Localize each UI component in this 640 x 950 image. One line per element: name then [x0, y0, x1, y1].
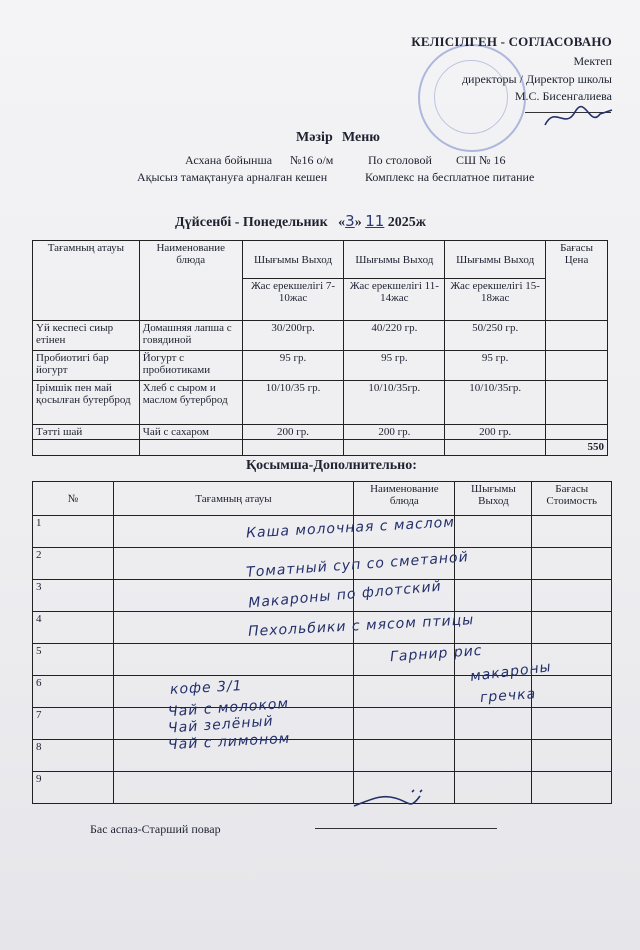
- dish-kz: Үй кеспесі сиыр етінен: [33, 321, 140, 351]
- row-number: 6: [33, 676, 114, 708]
- age-group-15-18: Жас ерекшелігі 15-18жас: [445, 279, 546, 321]
- dish-kz: Пробиотигі бар йогурт: [33, 351, 140, 381]
- header-output: Шығымы Выход: [242, 241, 344, 279]
- table-row: [33, 381, 608, 425]
- handwritten-item-8: кофе 3/1: [169, 678, 243, 698]
- dish-kz: Тәтті шай: [33, 425, 140, 440]
- output-7-10: 10/10/35 гр.: [242, 381, 344, 425]
- output-7-10: 30/200гр.: [242, 321, 344, 351]
- table-row: [33, 321, 608, 351]
- approval-title: КЕЛІСІЛГЕН - СОГЛАСОВАНО: [411, 34, 612, 49]
- handwritten-item-6: макароны: [469, 659, 553, 685]
- approval-line2: директоры / Директор школы: [461, 72, 612, 86]
- open-quote: «: [338, 215, 346, 230]
- handwritten-item-2: Томатный суп со сметаной: [245, 549, 470, 581]
- complex-kz: Ақысыз тамақтануға арналған кешен: [137, 170, 328, 184]
- dish-ru: Чай с сахаром: [139, 425, 242, 440]
- handwritten-item-9: Чай с молоком: [167, 695, 290, 721]
- day-number: 3: [345, 212, 355, 230]
- school-num-ru: СШ № 16: [456, 153, 506, 167]
- day-line: [175, 212, 426, 231]
- menu-table: [32, 240, 608, 456]
- approval-line3: М.С. Бисенгалиева: [514, 89, 612, 103]
- handwritten-item-7: гречка: [479, 686, 537, 706]
- row-number: 1: [33, 516, 114, 548]
- day-label: Дүйсенбі - Понедельник: [175, 215, 328, 230]
- month-number: 11: [365, 212, 385, 230]
- dish-ru: Йогурт с пробиотиками: [139, 351, 242, 381]
- price-cell: [546, 381, 608, 425]
- row-number: 8: [33, 740, 114, 772]
- header-output: Шығымы Выход: [445, 241, 546, 279]
- total-row: [33, 440, 608, 456]
- price-cell: [546, 351, 608, 381]
- handwritten-item-5: Гарнир рис: [389, 642, 483, 666]
- output-15-18: 200 гр.: [445, 425, 546, 440]
- handwritten-item-10: Чай зелёный: [167, 713, 275, 737]
- table-row: [33, 708, 612, 740]
- header-name-ru: Наименование блюда: [139, 241, 242, 321]
- price-cell: [546, 425, 608, 440]
- output-11-14: 40/220 гр.: [344, 321, 445, 351]
- canteen-ru: По столовой: [368, 153, 432, 167]
- header-name-kz: Тағамның атауы: [113, 482, 354, 516]
- header-output: Шығымы Выход: [344, 241, 445, 279]
- table-row: [33, 351, 608, 381]
- handwritten-item-4: Пехольбики с мясом птицы: [247, 612, 475, 640]
- chef-label: Бас аспаз-Старший повар: [90, 822, 221, 836]
- output-15-18: 95 гр.: [445, 351, 546, 381]
- school-num-kz: №16 о/м: [290, 153, 334, 167]
- age-group-11-14: Жас ерекшелігі 11-14жас: [344, 279, 445, 321]
- header-name-ru: Наименование блюда: [354, 482, 455, 516]
- row-number: 4: [33, 612, 114, 644]
- chef-signature-line: [315, 828, 497, 829]
- header-price: Бағасы Цена: [546, 241, 608, 321]
- total-price: 550: [546, 440, 608, 456]
- title-ru: Меню: [342, 130, 381, 145]
- header-output: Шығымы Выход: [455, 482, 532, 516]
- approval-line1: Мектеп: [573, 54, 612, 68]
- chef-signature: [350, 786, 440, 816]
- row-number: 3: [33, 580, 114, 612]
- official-stamp: [418, 44, 526, 152]
- handwritten-item-3: Макароны по флотский: [247, 578, 443, 612]
- handwritten-item-11: Чай с лимоном: [167, 730, 291, 754]
- age-group-7-10: Жас ерекшелігі 7-10жас: [242, 279, 344, 321]
- title-kz: Мәзір: [296, 130, 333, 145]
- row-number: 5: [33, 644, 114, 676]
- complex-ru: Комплекс на бесплатное питание: [365, 170, 535, 184]
- output-11-14: 95 гр.: [344, 351, 445, 381]
- output-7-10: 200 гр.: [242, 425, 344, 440]
- output-15-18: 10/10/35гр.: [445, 381, 546, 425]
- dish-kz: Ірімшік пен май қосылған бутерброд: [33, 381, 140, 425]
- additional-title: Қосымша-Дополнительно:: [246, 458, 417, 473]
- row-number: 2: [33, 548, 114, 580]
- output-11-14: 10/10/35гр.: [344, 381, 445, 425]
- director-signature: [540, 100, 620, 140]
- table-row: [33, 740, 612, 772]
- output-7-10: 95 гр.: [242, 351, 344, 381]
- price-cell: [546, 321, 608, 351]
- header-price: Бағасы Стоимость: [532, 482, 612, 516]
- dish-ru: Хлеб с сыром и маслом бутерброд: [139, 381, 242, 425]
- handwritten-item-1: Каша молочная с маслом: [245, 514, 456, 542]
- header-name-kz: Тағамның атауы: [33, 241, 140, 321]
- year: 2025ж: [387, 215, 426, 230]
- close-quote: »: [354, 215, 362, 230]
- table-row: [33, 425, 608, 440]
- header-num: №: [33, 482, 114, 516]
- output-15-18: 50/250 гр.: [445, 321, 546, 351]
- dish-ru: Домашняя лапша с говядиной: [139, 321, 242, 351]
- row-number: 9: [33, 772, 114, 804]
- table-row: [33, 772, 612, 804]
- row-number: 7: [33, 708, 114, 740]
- canteen-kz: Асхана бойынша: [185, 153, 273, 167]
- output-11-14: 200 гр.: [344, 425, 445, 440]
